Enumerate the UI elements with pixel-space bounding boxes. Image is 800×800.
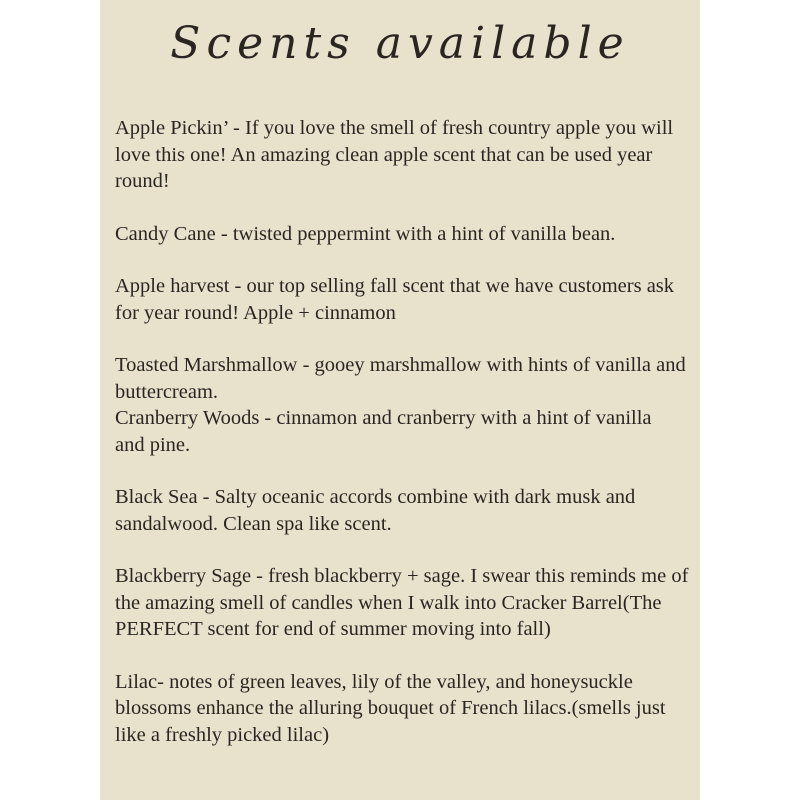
scent-card	[100, 0, 700, 800]
scent-list	[115, 115, 699, 774]
scent-apple-harvest: Apple harvest - our top selling fall scent that we have customers ask for year round! Apple + cinnamon	[115, 275, 675, 324]
scent-candy-cane: Candy Cane - twisted peppermint with a hint of vanilla bean.	[115, 222, 616, 245]
scent-apple-pickin: Apple Pickin’ - If you love the smell of fresh country apple you will love this one! An amazing clean apple scent that can be used year round!	[115, 117, 674, 192]
scent-black-sea: Black Sea - Salty oceanic accords combine with dark musk and sandalwood. Clean spa like scent.	[115, 486, 636, 535]
scent-cranberry-woods: Cranberry Woods - cinnamon and cranberry with a hint of vanilla and pine.	[115, 407, 652, 456]
scent-blackberry-sage: Blackberry Sage - fresh blackberry + sage. I swear this reminds me of the amazing smell of candles when I walk into Cracker Barrel(The PERFECT scent for end of summer moving into fall)	[115, 565, 689, 640]
page-title: Scents available	[170, 18, 630, 69]
scent-lilac: Lilac- notes of green leaves, lily of the valley, and honeysuckle blossoms enhance the alluring bouquet of French lilacs.(smells just like a freshly picked lilac)	[115, 670, 666, 746]
scent-toasted-marshmallow: Toasted Marshmallow - gooey marshmallow with hints of vanilla and buttercream.	[115, 354, 686, 403]
